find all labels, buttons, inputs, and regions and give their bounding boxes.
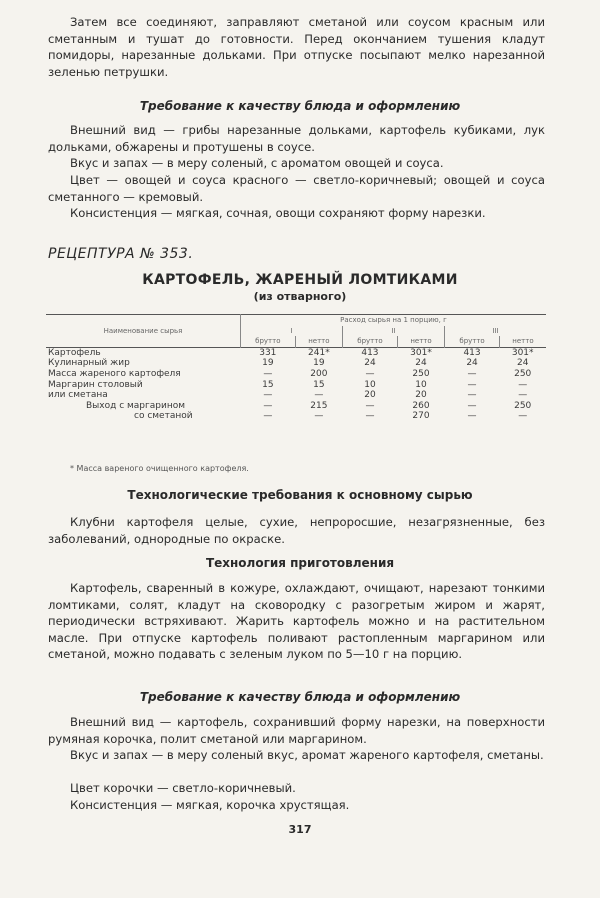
sub-header: нетто [499,336,546,347]
quality2-color: Цвет корочки — светло-коричневый. [70,781,296,795]
tech-req-heading: Технологические требования к основному сырью [127,488,473,502]
quality1-consistency: Консистенция — мягкая, сочная, овощи сохраняют форму нарезки. [70,206,486,220]
table-row [46,390,546,401]
cell: — [518,390,528,401]
cell: 19 [262,358,274,369]
portion-header: I [241,326,343,337]
cell: 15 [262,379,274,390]
cell: — [365,400,375,411]
dish-title: КАРТОФЕЛЬ, ЖАРЕНЫЙ ЛОМТИКАМИ [142,272,458,288]
cell: 260 [412,400,430,411]
cell: 413 [463,347,481,358]
quality1-taste: Вкус и запах — в меру соленый, с ароматом овощей и соуса. [70,156,444,170]
cell: 250 [412,368,430,379]
cell: — [518,411,528,422]
page-number: 317 [288,823,312,836]
cell: — [518,379,528,390]
cell: 250 [514,400,532,411]
cell: — [365,368,375,379]
cell: 20 [415,390,427,401]
cell: 250 [514,368,532,379]
cell: 19 [313,358,325,369]
row-name: Масса жареного картофеля [48,368,181,379]
row-name: Картофель [48,347,101,358]
cell: — [314,411,324,422]
quality-heading-1: Требование к качеству блюда и оформлению [139,99,461,113]
row-name: или сметана [48,390,108,401]
row-name: Кулинарный жир [48,358,130,369]
cell: 331 [259,347,277,358]
quality2-appearance: Внешний вид — картофель, сохранивший форму нарезки, на поверхности румяная корочка, полит сметаной или маргарином. [48,715,545,746]
tech-req-text: Клубни картофеля целые, сухие, непроросшие, незагрязненные, без заболеваний, однородные по окраске. [48,515,545,546]
table-footnote: * Масса вареного очищенного картофеля. [70,464,249,473]
cell: 24 [516,358,529,369]
sub-header: нетто [397,336,444,347]
cell: — [467,411,477,422]
sub-header: нетто [295,336,342,347]
portion-header: III [445,326,546,337]
portion-header: II [343,326,445,337]
quality2-consistency: Консистенция — мягкая, корочка хрустящая. [70,798,350,812]
quality2-taste: Вкус и запах — в меру соленый вкус, аромат жареного картофеля, сметаны. [70,748,544,762]
cell: 24 [364,358,376,369]
cell: 24 [415,358,427,369]
cell: 20 [364,390,376,401]
cell: — [467,368,477,379]
cell: 413 [361,347,379,358]
sub-header: брутто [241,336,296,347]
cell: — [467,390,477,401]
recipe-table [46,314,546,422]
cell: 301* [410,347,432,358]
cell: 301* [511,347,534,358]
col-name-header: Наименование сырья [103,326,183,335]
cell: — [263,411,273,422]
tech-heading: Технология приготовления [205,556,395,570]
cell: — [263,400,273,411]
tech-text: Картофель, сваренный в кожуре, охлаждают, очищают, нарезают тонкими ломтиками, солят, кладут на сковородку с разогретым жиром и жарят, периодически встряхивают. Жарить картофель можно и на растительном масле. При отпуске картофель поливают растопленным маргарином или сметаной, можно подавать с зеленым луком по 5—10 г на порцию. [48,581,545,662]
cell: 10 [415,379,427,390]
table-row [46,411,546,422]
sub-header: брутто [445,336,500,347]
cell: 10 [364,379,376,390]
quality1-appearance: Внешний вид — грибы нарезанные дольками, картофель кубиками, лук дольками, обжарены и протушены в соусе. [48,123,545,154]
cell: — [263,390,273,401]
row-name: со сметаной [134,411,193,422]
cell: 270 [412,411,430,422]
table-row [46,347,546,358]
cell: 15 [313,379,325,390]
cell: — [365,411,375,422]
cell: — [467,400,477,411]
dish-subtitle: (из отварного) [253,290,347,303]
recipe-number: РЕЦЕПТУРА № 353. [48,246,194,262]
cell: — [263,368,273,379]
cell: 241* [308,347,330,358]
table-row [46,401,546,412]
intro-paragraph: Затем все соединяют, заправляют сметаной или соусом красным или сметанным и тушат до готовности. Перед окончанием тушения кладут помидоры, нарезанные дольками. При отпуске посыпают мелко нарезанной зеленью петрушки. [48,15,545,79]
quality-heading-2: Требование к качеству блюда и оформлению [139,690,461,704]
quality1-color: Цвет — овощей и соуса красного — светло-коричневый; овощей и соуса сметанного — кремовый. [48,173,545,204]
cell: 24 [466,358,478,369]
table-row [46,380,546,391]
row-name: Выход с маргарином [86,400,186,411]
cell: — [467,379,477,390]
row-name: Маргарин столовый [48,379,143,390]
table-row [46,358,546,369]
col-group-header: Расход сырья на 1 порцию, г [241,315,547,326]
cell: 215 [310,400,328,411]
sub-header: брутто [343,336,398,347]
table-row [46,369,546,380]
cell: — [314,390,324,401]
cell: 200 [310,368,328,379]
